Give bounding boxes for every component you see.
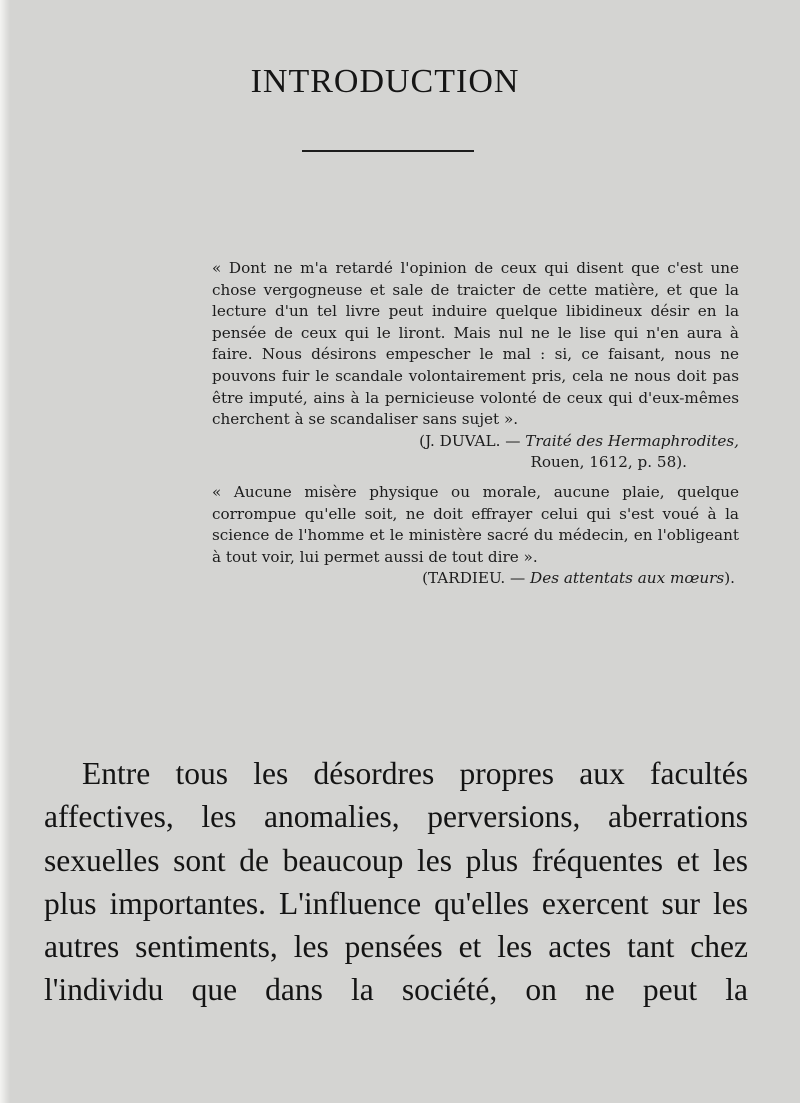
citation-work: Des attentats aux mœurs	[530, 569, 725, 588]
chapter-title: INTRODUCTION	[250, 62, 520, 100]
citation-work: Traité des Hermaphrodites,	[525, 431, 739, 450]
citation-author: (TARDIEU. —	[422, 569, 531, 588]
epigraph-citation	[212, 568, 739, 590]
page-edge	[0, 0, 10, 1103]
epigraph-block	[212, 258, 739, 590]
epigraph-citation	[212, 431, 739, 474]
citation-author: (J. DUVAL. —	[419, 431, 526, 450]
epigraph-text: « Aucune misère physique ou morale, aucune plaie, quelque corrompue qu'elle soit, ne doit effrayer celui qui s'est voué à la science de l'homme et le ministère sacré du médecin, en l'obligeant à tout voir, lui permet aussi de tout dire ».	[212, 482, 739, 566]
body-paragraph: Entre tous les désordres propres aux facultés affectives, les anomalies, perversions, aberrations sexuelles sont de beaucoup les plus fréquentes et les plus importantes. L'influence qu'elles exercent sur les autres sentiments, les pensées et les actes tant chez l'individu que dans la société, on ne peut la	[44, 756, 748, 1008]
epigraph-duval	[212, 258, 739, 474]
citation-details: Rouen, 1612, p. 58).	[530, 453, 687, 472]
citation-details: ).	[724, 569, 735, 588]
epigraph-tardieu	[212, 482, 739, 590]
title-rule	[302, 150, 474, 152]
epigraph-text: « Dont ne m'a retardé l'opinion de ceux qui disent que c'est une chose vergogneuse et sale de traicter de cette matière, et que la lecture d'un tel livre peut induire quelque libidineux désir en la pensée de ceux qui le liront. Mais nul ne le lise qui n'en aura à faire. Nous désirons empescher le mal : si, ce faisant, nous ne pouvons fuir le scandale volontairement pris, cela ne nous doit pas être imputé, ains à la pernicieuse volonté de ceux qui d'eux-mêmes cherchent à se scandaliser sans sujet ».	[212, 259, 739, 429]
